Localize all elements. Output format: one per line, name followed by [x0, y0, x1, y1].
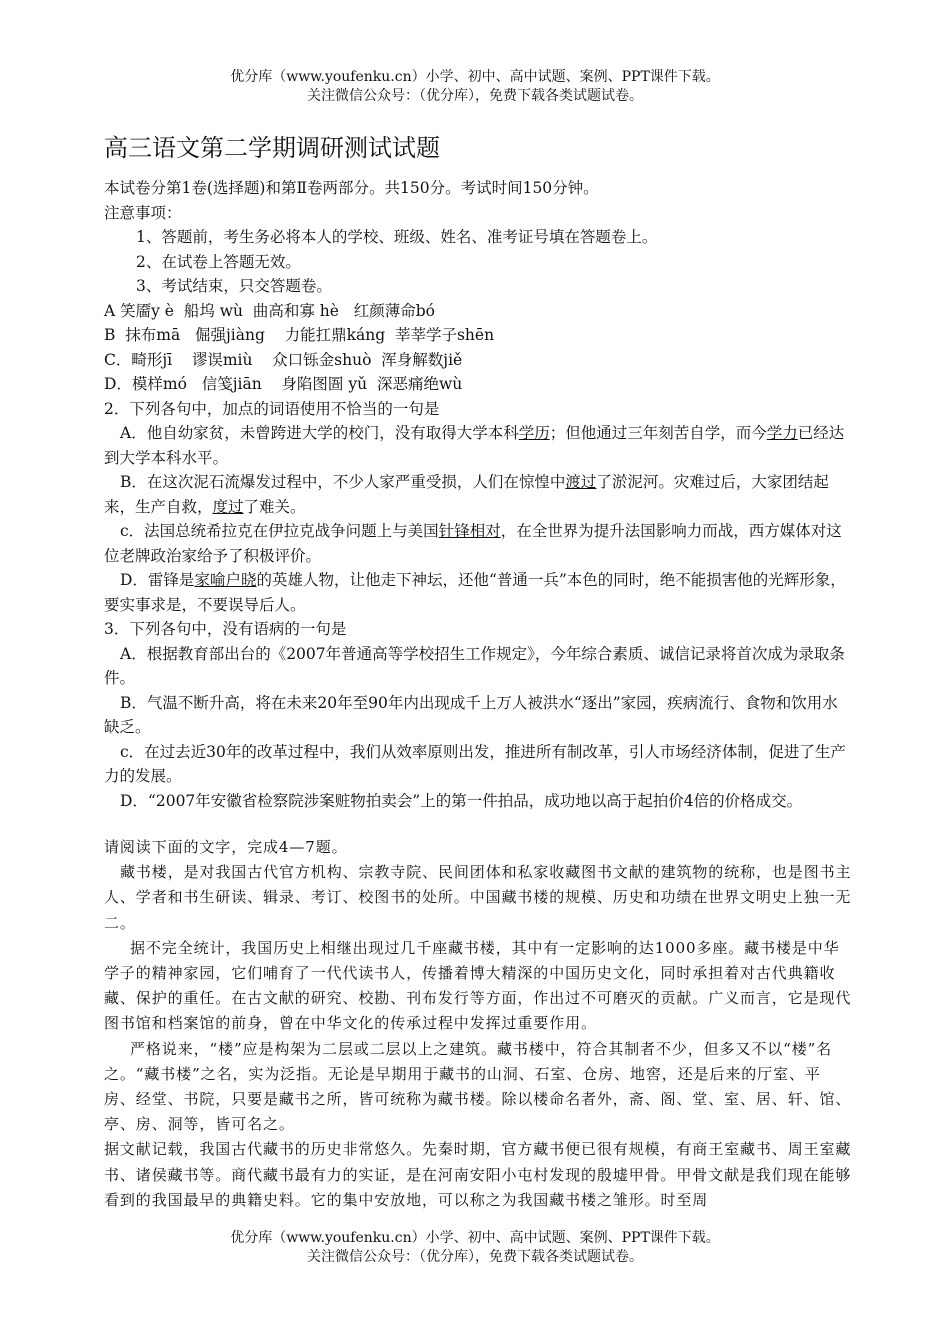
q2-d-text: D．雷锋是	[120, 571, 195, 589]
q2-b-text: 了难关。	[243, 497, 306, 516]
q2-option-b	[104, 470, 852, 519]
q2-c-text: c．法国总统希拉克在伊拉克战争问题上与美国	[120, 522, 439, 540]
q2-option-d	[104, 568, 852, 617]
q3-option-b: B．气温不断升高，将在未来20年至90年内出现成千上万人被洪水“逐出”家园，疾病流行、食物和饮用水缺乏。	[104, 693, 838, 736]
q3-stem: 3．下列各句中，没有语病的一句是	[104, 620, 347, 638]
q2-d-text: 的英雄人物，让他走下神坛，还他“普通一兵”本色的同时，绝不能损害他的光辉形象，要实事求是，不要误导后人。	[104, 571, 846, 614]
reading-paragraph: 据文献记载，我国古代藏书的历史非常悠久。先秦时期，官方藏书便已很有规模，有商王室藏书、周王室藏书、诸侯藏书等。商代藏书最有力的实证，是在河南安阳小屯村发现的殷墟甲骨。甲骨文献是我们现在能够看到的我国最早的典籍史料。它的集中安放地，可以称之为我国藏书楼之雏形。时至周	[104, 1140, 852, 1209]
note-item: 3、考试结束，只交答题卷。	[136, 277, 332, 295]
header-line-1: 优分库（www.youfenku.cn）小学、初中、高中试题、案例、PPT课件下载。	[230, 69, 720, 85]
marked-word: 家喻户晓	[194, 571, 257, 589]
q2-b-text: 了淤泥河。灾难过后，大家团结起来，生产自救，	[104, 473, 829, 516]
footer-line-1: 优分库（www.youfenku.cn）小学、初中、高中试题、案例、PPT课件下载。	[230, 1230, 720, 1246]
reading-paragraph: 严格说来，“楼”应是构架为二层或二层以上之建筑。藏书楼中，符合其制者不少，但多又不以“楼”名之。“藏书楼”之名，实为泛指。无论是早期用于藏书的山洞、石室、仓房、地窖，还是后来的厅室、平房、经堂、书院，只要是藏书之所，皆可统称为藏书楼。除以楼命名者外，斋、阁、堂、室、居、轩、馆、亭、房、洞等，皆可名之。	[104, 1039, 852, 1134]
footer-line-2: 关注微信公众号：（优分库），免费下载各类试题试卷。	[307, 1249, 643, 1265]
q2-b-text: B．在这次泥石流爆发过程中，不少人家严重受损，人们在惊惶中	[120, 473, 566, 491]
q3-option-c: c．在过去近30年的改革过程中，我们从效率原则出发，推进所有制改革，引人市场经济体制，促进了生产力的发展。	[104, 742, 846, 785]
reading-intro: 请阅读下面的文字，完成4—7题。	[104, 838, 348, 856]
q1-option-c: C．畸形jī 谬误miù 众口铄金shuò 浑身解数jiě	[104, 350, 463, 369]
q2-a-text: A．他自幼家贫，未曾跨进大学的校门，没有取得大学本科	[120, 424, 519, 442]
page-title: 高三语文第二学期调研测试试题	[104, 134, 440, 162]
marked-word: 渡过	[565, 473, 597, 491]
reading-paragraph: 藏书楼，是对我国古代官方机构、宗教寺院、民间团体和私家收藏图书文献的建筑物的统称，也是图书主人、学者和书生研读、辑录、考订、校图书的处所。中国藏书楼的规模、历史和功绩在世界文明史上独一无二。	[104, 863, 852, 932]
marked-word: 学历	[518, 424, 550, 442]
q3-option-a: A．根据教育部出台的《2007年普通高等学校招生工作规定》，今年综合素质、诚信记录将首次成为录取条件。	[104, 644, 845, 687]
q3-option-d: D．“2007年安徽省检察院涉案赃物拍卖会”上的第一件拍品，成功地以高于起拍价4倍的价格成交。	[120, 791, 803, 810]
q1-option-d: D．模样mó 信笺jiān 身陷图圄 yǔ 深恶痛绝wù	[104, 375, 463, 393]
marked-word: 度过	[212, 497, 244, 516]
q2-c-text: ，在全世界为提升法国影响力而战，西方媒体对这位老牌政治家给予了积极评价。	[104, 522, 842, 565]
exam-intro: 本试卷分第1卷(选择题)和第Ⅱ卷两部分。共150分。考试时间150分钟。	[104, 179, 599, 197]
q2-a-text: 已经达到大学本科水平。	[104, 424, 845, 467]
header-line-2: 关注微信公众号：（优分库），免费下载各类试题试卷。	[307, 88, 643, 104]
page-footer	[0, 1229, 950, 1267]
notes-title: 注意事项：	[104, 203, 182, 222]
exam-body	[104, 176, 852, 1213]
page-header	[0, 68, 950, 106]
q1-option-b: B 抹布mā 倔强jiàng 力能扛鼎káng 莘莘学子shēn	[104, 326, 495, 344]
marked-word: 学力	[766, 424, 798, 442]
q1-option-a: A 笑靥y è 船坞 wù 曲高和寡 hè 红颜薄命bó	[104, 301, 435, 320]
note-item: 2、在试卷上答题无效。	[136, 252, 301, 271]
q2-option-c	[104, 519, 852, 568]
note-item: 1、答题前，考生务必将本人的学校、班级、姓名、准考证号填在答题卷上。	[136, 228, 658, 246]
marked-word: 针锋相对	[438, 522, 501, 540]
reading-paragraph: 据不完全统计，我国历史上相继出现过几千座藏书楼，其中有一定影响的达1000多座。藏书楼是中华学子的精神家园，它们哺育了一代代读书人，传播着博大精深的中国历史文化，同时承担着对古代典籍收藏、保护的重任。在古文献的研究、校勘、刊布发行等方面，作出过不可磨灭的贡献。广义而言，它是现代图书馆和档案馆的前身，曾在中华文化的传承过程中发挥过重要作用。	[104, 938, 852, 1033]
q2-stem: 2．下列各句中，加点的词语使用不恰当的一句是	[104, 399, 440, 418]
q2-option-a	[104, 421, 852, 470]
spacer	[104, 813, 852, 835]
q2-a-text: ；但他通过三年刻苦自学，而今	[549, 424, 767, 442]
